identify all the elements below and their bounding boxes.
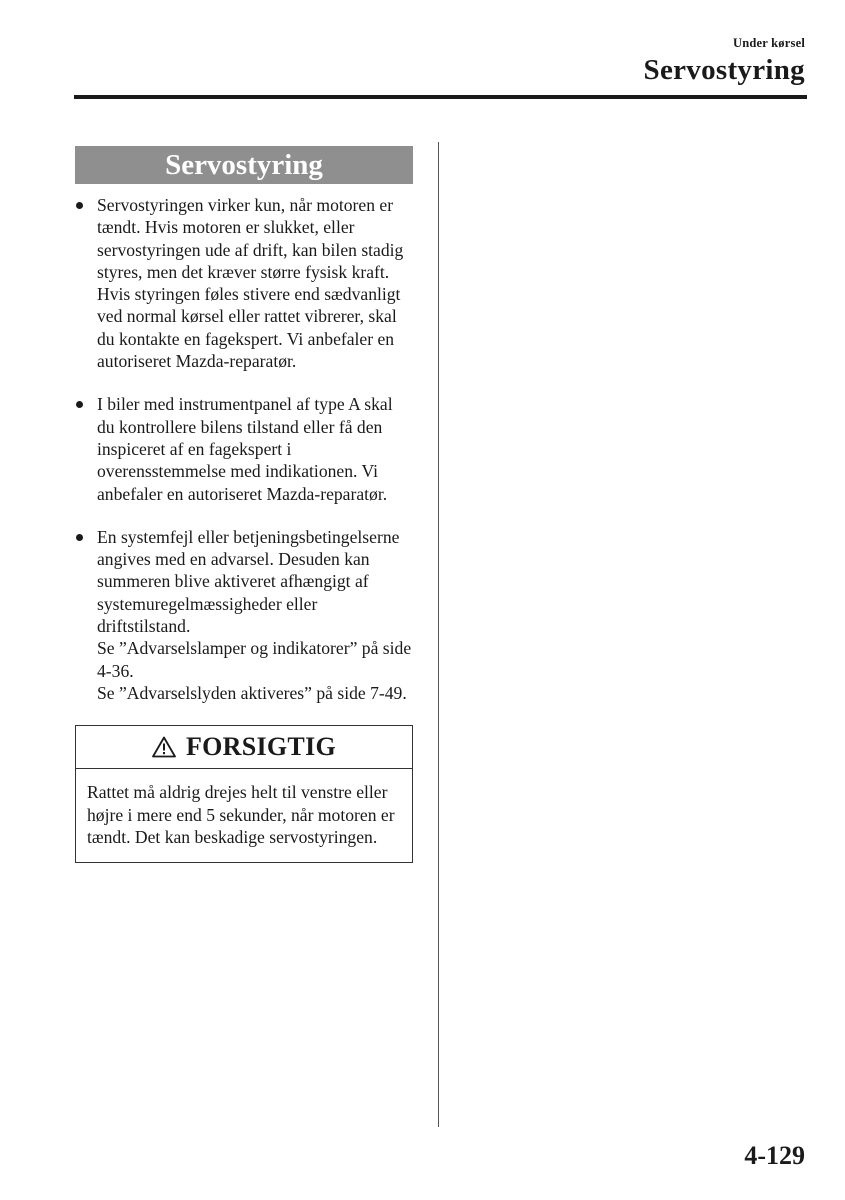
bullet-paragraph: En systemfejl eller betjeningsbetingelserne angives med en advarsel. Desuden kan summeren blive aktiveret afhængigt af systemuregelmæssigheder eller driftstilstand. — [97, 526, 400, 637]
bullet-paragraph: Servostyringen virker kun, når motoren er tændt. Hvis motoren er slukket, eller servostyringen ude af drift, kan bilen stadig styres, men det kræver større fysisk kraft. — [97, 195, 404, 282]
page-number: 4-129 — [744, 1141, 805, 1170]
list-item — [75, 393, 413, 504]
caution-box — [75, 725, 413, 863]
column-divider — [438, 142, 439, 1127]
header-title: Servostyring — [643, 54, 805, 86]
caution-header — [76, 726, 412, 769]
caution-text: Rattet må aldrig drejes helt til venstre eller højre i mere end 5 sekunder, når motoren er tændt. Det kan beskadige servostyringen. — [87, 782, 395, 848]
bullet-list — [75, 194, 413, 704]
bullet-paragraph: Se ”Advarselslyden aktiveres” på side 7-49. — [97, 682, 407, 703]
header-section-label: Under kørsel — [733, 36, 805, 50]
section-heading: Servostyring — [75, 146, 413, 184]
caution-label: FORSIGTIG — [185, 732, 337, 762]
left-column — [75, 146, 413, 863]
list-item — [75, 526, 413, 704]
bullet-paragraph: Hvis styringen føles stivere end sædvanligt ved normal kørsel eller rattet vibrerer, skal du kontakte en fagekspert. Vi anbefaler en autoriseret Mazda-reparatør. — [97, 284, 401, 372]
bullet-paragraph: Se ”Advarselslamper og indikatorer” på side 4-36. — [97, 638, 412, 681]
header-rule — [74, 95, 807, 99]
list-item — [75, 194, 413, 372]
bullet-paragraph: I biler med instrumentpanel af type A skal du kontrollere bilens tilstand eller få den inspiceret af en fagekspert i overensstemmelse med indikationen. Vi anbefaler en autoriseret Mazda-reparatør. — [97, 394, 393, 504]
warning-triangle-icon — [152, 736, 176, 758]
